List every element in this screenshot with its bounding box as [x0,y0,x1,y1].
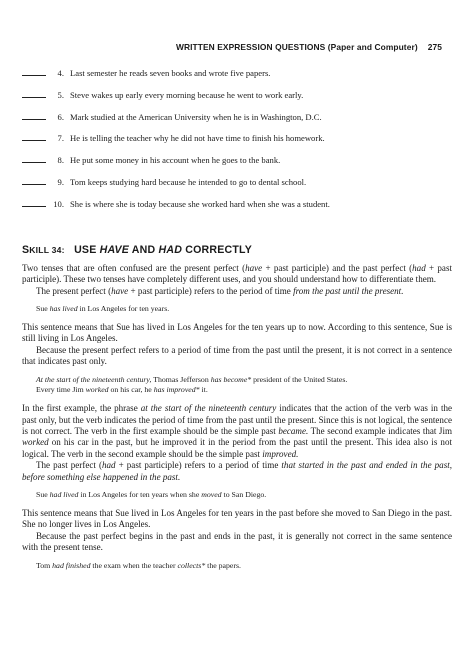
item-text: He is telling the teacher why he did not have time to finish his homework. [70,133,325,144]
item-number: 9. [57,176,64,187]
past-perfect-definition: The past perfect (had + past participle) refers to a period of time that started in the past and ended in the past, before something else happened in the past. [22,460,452,482]
explanation-paragraph: This sentence means that Sue has lived in Los Angeles for the ten years up to now. According to this sentence, Sue is still living in Los Angeles. [22,322,452,344]
exercise-item [22,155,452,177]
example-sentence: Sue has lived in Los Angeles for ten years. [36,304,170,314]
exercise-list [22,68,452,221]
answer-blank[interactable] [22,199,46,207]
item-text: Tom keeps studying hard because he intended to go to dental school. [70,176,307,187]
answer-blank[interactable] [22,90,46,98]
answer-blank[interactable] [22,155,46,163]
exercise-item [22,90,452,112]
skill-heading: SKILL 34: USE HAVE AND HAD CORRECTLY [22,244,252,256]
exercise-item [22,68,452,90]
rule-paragraph: Because the present perfect refers to a period of time from the past until the present, it is not correct in a sentence that indicates past only. [22,344,452,367]
exercise-item [22,133,452,155]
explanation-paragraph: In the first example, the phrase at the start of the nineteenth century indicates that the action of the verb was in the past only, but the verb indicates the period of time from the past until the present. Since this is not logical, the sentence is not correct. The verb in the first example should be the simple past became. The second example indicates that Jim worked on his car in the past, but he improved it in the period from the past until the present. This idea also is not logical. The verb in the second example should be the simple past improved. [22,403,453,459]
item-text: He put some money in his account when he goes to the bank. [70,155,281,166]
item-number: 8. [57,155,64,166]
present-perfect-definition: The present perfect (have + past participle) refers to the period of time from the past until the present. [36,285,404,296]
answer-blank[interactable] [22,112,46,120]
answer-blank[interactable] [22,133,46,141]
page-number: 275 [427,42,442,52]
rule-paragraph: Because the past perfect begins in the past and ends in the past, it is generally not correct in the same sentence with the present tense. [22,530,452,553]
example-sentence: Sue had lived in Los Angeles for ten years when she moved to San Diego. [36,490,267,500]
running-title: WRITTEN EXPRESSION QUESTIONS (Paper and Computer) [175,42,418,52]
lesson-body [22,263,452,578]
answer-blank[interactable] [22,177,46,185]
item-text: She is where she is today because she worked hard when she was a student. [70,198,330,209]
example-sentence: Tom had finished the exam when the teacher collects* the papers. [36,560,241,570]
intro-paragraph: Two tenses that are often confused are the present perfect (have + past participle) and the past perfect (had + past participle). These two tenses have completely different uses, and you should understand how to differentiate them. [22,263,452,285]
exercise-item [22,177,452,199]
page-header [176,42,442,52]
item-text: Steve wakes up early every morning because he went to work early. [70,89,304,100]
item-text: Mark studied at the American University when he is in Washington, D.C. [70,111,322,122]
item-number: 6. [57,111,64,122]
item-text: Last semester he reads seven books and wrote five papers. [70,68,271,78]
item-number: 10. [53,198,64,209]
item-number: 5. [57,89,64,100]
item-number: 7. [57,133,64,144]
example-sentences: At the start of the nineteenth century, Thomas Jefferson has become* president of the United States. Every time Jim worked on his car, he has improved* it. [36,374,348,395]
answer-blank[interactable] [22,68,46,76]
exercise-item [22,199,452,221]
item-number: 4. [57,68,64,78]
explanation-paragraph: This sentence means that Sue lived in Los Angeles for ten years in the past before she moved to San Diego in the past. She no longer lives in Los Angeles. [22,507,452,530]
exercise-item [22,112,452,134]
